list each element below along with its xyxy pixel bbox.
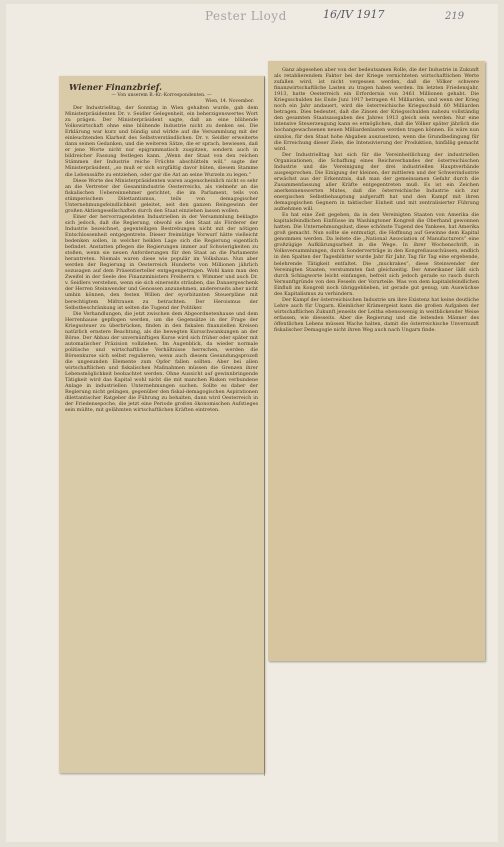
page-number: 219: [445, 11, 465, 22]
paragraph: Der Kampf der österreichischen Industrie um ihre Existenz hat keine deutliche Lehre auch für Ungarn. Kleinlicher Krämergeist kann die großen Aufgaben der wirtschaftlichen Zukunft jenseits der Leitha ebensowenig in weitblickender Weise erfassen, wie diesseits. Aber die Regierung und die leitenden Männer des öffentlichen Lebens müssen Wache halten, damit die österreichische Unvernunft fiskalischer Demagogie nicht ihren Weg auch nach Ungarn finde.: [274, 296, 479, 334]
article-dateline: Wien, 14. November.: [205, 99, 254, 104]
right-column-text: [274, 67, 479, 333]
article-byline: — Von unserem B.-Kr.-Korrespondenten. —: [111, 93, 212, 98]
paragraph: Der Industrielltag, der Sonntag in Wien gehalten wurde, gab dem Ministerpräsidenten Dr. v. Seidler Gelegenheit, ein beherzigenswertes Wort zu prägen. Der Ministerpräsident sagte, daß an eine blühende Volkswirtschaft ohne eine blühende Industrie nicht zu denken sei. Die Erklärung war kurz und bündig und wirkte auf die Versammlung mit der einleuchtenden Klarheit des Selbstverständlichen. Dr. v. Seidler erweiterte dann seinen Gedanken, und die weiteren Sätze, die er sprach, bewiesen, daß er jene Worte nicht nur epigrammatisch zuspitzen, sondern auch in bildreicher Fassung festlegen kann. „Wenn der Staat von den reichen Stämmen der Industrie reiche Früchte abschütteln will,“ sagte der Ministerpräsident, „so muß er sich sorgfältig davor hüten, diesem Stamme die Lebenssäfte zu entziehen, oder gar die Axt an seine Wurzeln zu legen.“: [65, 105, 258, 178]
newspaper-name-stamp: Pester Lloyd: [205, 9, 287, 23]
clipping-left-column: [59, 76, 264, 773]
paragraph: Ganz abgesehen aber von der bedeutsamen Rolle, die der Industrie in Zukunft als retablierendem Faktor bei der Kriege vernichteten wirtschaftlichen Werte zufallen wird, ist nicht vergessen werden, daß die Völker schwere finanzwirtschaftliche Lasten zu tragen haben werden. Im letzten Friedensjahr, 1913, hatte Oesterreich ein Erfordernis von 3461 Millionen gehabt. Die Kriegsschulden bis Ende Juni 1917 betragen 41 Milliarden, und wenn der Krieg noch ein Jahr andauert, wird die österreichische Kriegsschuld 60 Milliarden betragen. Dies bedeutet, daß die Zinsen der Kriegsschulden nahezu vollständig den gesamten Staatsausgaben des Jahres 1913 gleich sein werden. Nur eine intensive Steuerzeugung kann es ermöglichen, daß die Völker später jährlich die hochangewachsenen neuen Milliardenlasten werden tragen können. Es wäre nun sinnlos, für den Staat hohe Abgaben auszusetzen, wenn die Grundbedingung für die Erreichung dieser Ziele, die Intensivierung der Produktion, hinfällig gemacht wird.: [274, 67, 479, 152]
paragraph: Diese Worte des Ministerpräsidenten waren augenscheinlich nicht so sehr an die Vertreter der Gesamtindustrie Oesterreichs, als vielmehr an die fiskalischen Uebereinnehmer gerichtet, die im Parlament, teils von stümperischem Dilettantismus, teils von demagogischer Unternehmungsfeindlichkeit geleitet, seit den ganzen Reingewinn der großen Aktiengesellschaften durch den Staat einziehen lassen wollen.: [65, 177, 258, 214]
left-column-text: [65, 105, 258, 413]
clipping-right-column: [268, 61, 485, 661]
handwritten-date: 16/IV 1917: [323, 8, 385, 21]
paragraph: Der Industrielltag hat sich für die Vereinheitlichung der industriellen Organisationen, die Schaffung eines Reichsverbandes der österreichischen Industrie und die Vereinigung der drei industriellen Hauptverbände ausgesprochen. Die Einigung der kleinen, der mittleren und der Schwerindustrie erwächst aus der Erkenntnis, daß man der gemeinsamen Gefahr durch die Zusammenfassung aller Kräfte entgegentreten muß. Es ist ein Zeichen anerkennenswerten Mutes, daß die österreichische Industrie sich zur energischen Selbstbehauptung aufgerafft hat und den Kampf mit ihren demagogischen Gegnern in taktischer Einheit und mit zentralisierter Führung aufnehmen will.: [274, 151, 479, 213]
paragraph: Es hat eine Zeit gegeben, da in den Vereinigten Staaten von Amerika die kapitalsfeindlichen Einflüsse im Washingtoner Kongreß die Oberhand gewonnen hatten. Die Unternehmungslust, diese schönste Tugend des Yankees, hat Amerika groß gemacht. Nun sollte sie entmutigt, die Hoffnung auf Gewinne dem Kapital genommen werden. Da leitete die „National Association of Manufacturers“ eine großzügige Aufklärungsarbeit in die Wege. In ihrer Wochenschrift, in Volksversammlungen, durch Sonderverträge in den Kongreßausschüssen, endlich in den Spalten der Tagesblätter wurde Jahr für Jahr, Tag für Tag eine ergebende, belehrende Tätigkeit entfaltet. Die „muckrakes“, diese Steinwender der Vereinigten Staaten, verstummten fast gleichzeitig. Der Amerikaner läßt sich durch Schlagworte leicht einfangen, befreit sich jedoch gerade so rasch durch Vernunftgründe von den Fesseln der Vorurteile. Was von dem kapitalsfeindlichen Einfluß im Kongreß noch übriggeblieben, ist gerade gut genug, um Auswüchse des Kapitalismus zu verhindern.: [274, 212, 479, 297]
paragraph: Die Verhandlungen, die jetzt zwischen dem Abgeordnetenhause und dem Herrenhause gepflogen werden, um die Gegensätze in der Frage der Kriegssteuer zu überbrücken, finden in den fiskalen finanziellen Kreisen natürlich ernstere Beachtung, als die bewegten Kursschwankungen an der Börse. Der Abbau der unvernünftigen Kurse wird sich früher oder später mit automatischer Präzision vollziehen. Im Augenblick, da wieder normale politische und wirtschaftliche Verhältnisse herrschen, werden die Börsenkurse sich selbst regulieren, wenn auch diesem Gesundungsprozeß die ungesunden Elemente zum Opfer fallen sollten. Aber bei allen wirtschaftlichen und fiskalischen Maßnahmen müssen die Grenzen ihrer Lebensmöglichkeit beobachtet werden. Ohne Aussicht auf gewinnbringende Tätigkeit wird das Kapital wohl nicht die mit manchen Risken verbundene Anlage in industriellen Unternehmungen suchen. Sollte es daher der Regierung nicht gelingen, gegenüber den fiskal-demagogischen Aspirationen dilettantischer Ratgeber die Führung zu behalten, dann wird Oesterreich in der Friedensepoche, die jetzt eine Periode großen ökonomischen Aufstieges sein müßte, mit gelähmten wirtschaftlichen Kräften eintreten.: [65, 310, 258, 414]
article-title: Wiener Finanzbrief.: [69, 82, 162, 92]
clipping-divider: [264, 76, 265, 776]
paragraph: Einer der hervorragendsten Industriellen in der Versammlung beklagte sich jedoch, daß die Regierung, obwohl sie den Staat als Förderer der Industrie bezeichnet, gegenteiligen Bestrebungen nicht mit der nötigen Entschlossenheit entgegentrete. Dieser freimütige Vorwurf hätte vielleicht bedenken sollen, in welcher heiklen Lage sich die Regierung eigentlich befindet. Anstatten pflegen die Regierungen immer auf Schwierigkeiten zu stoßen, wenn sie neuen Anforderungen für den Staat an die Parlamente herantreten. Niemals waren diese wie populär im Volkshaus. Nun aber werden der Regierung in Oesterreich Hunderte von Millionen jährlich sozusagen auf dem Präsentierteller entgegengetragen. Wohl kann man den Zweifel in der Seele des Finanzministers Freiherrn v. Wimmer und auch Dr. v. Seidlers verstehen, wenn sie sich einerseits sträuben, das Danaergeschenk der Herren Steinwender und Genossen anzunehmen, andererseits aber nicht umhin können, den festen Willen der eyorbitanten Steuerpläne mit berechtigtem Mißtrauen zu betrachten. Der Heroismus der Selbstbeschränkung ist selten die Tugend der Politiker.: [65, 213, 258, 311]
